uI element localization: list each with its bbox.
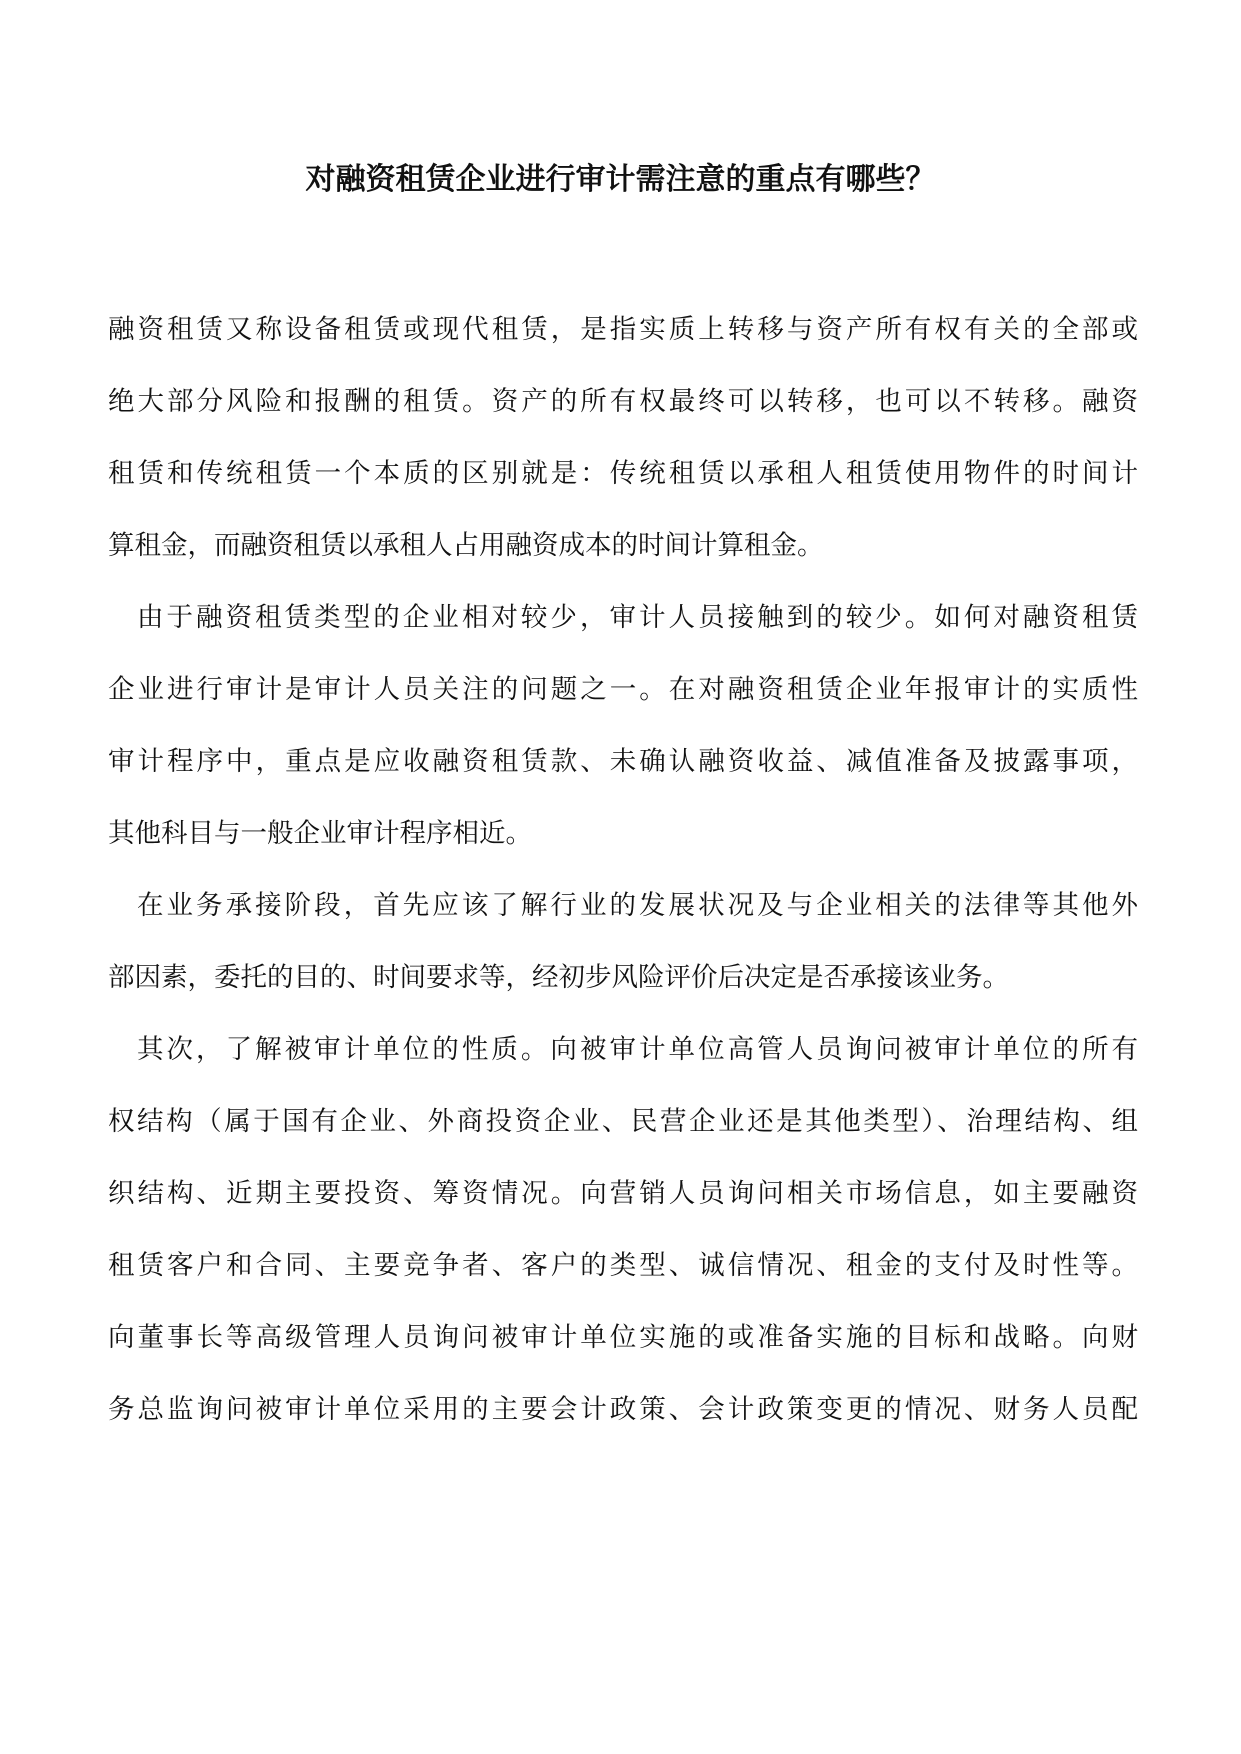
paragraph-4-line-6: 务总监询问被审计单位采用的主要会计政策、会计政策变更的情况、财务人员配 bbox=[108, 1394, 1138, 1425]
paragraph-4-line-4: 租赁客户和合同、主要竞争者、客户的类型、诚信情况、租金的支付及时性等。 bbox=[108, 1250, 1138, 1281]
document-title: 对融资租赁企业进行审计需注意的重点有哪些？ bbox=[305, 162, 936, 197]
paragraph-3-line-1: 在业务承接阶段，首先应该了解行业的发展状况及与企业相关的法律等其他外 bbox=[137, 890, 1138, 921]
paragraph-1-line-2: 绝大部分风险和报酬的租赁。资产的所有权最终可以转移，也可以不转移。融资 bbox=[108, 386, 1138, 417]
paragraph-3-line-2: 部因素，委托的目的、时间要求等，经初步风险评价后决定是否承接该业务。 bbox=[108, 962, 1009, 993]
paragraph-1-line-4: 算租金，而融资租赁以承租人占用融资成本的时间计算租金。 bbox=[108, 530, 824, 561]
paragraph-2-line-4: 其他科目与一般企业审计程序相近。 bbox=[108, 818, 532, 849]
paragraph-2-line-3: 审计程序中，重点是应收融资租赁款、未确认融资收益、减值准备及披露事项， bbox=[108, 746, 1138, 777]
paragraph-2-line-2: 企业进行审计是审计人员关注的问题之一。在对融资租赁企业年报审计的实质性 bbox=[108, 674, 1138, 705]
paragraph-2-line-1: 由于融资租赁类型的企业相对较少，审计人员接触到的较少。如何对融资租赁 bbox=[137, 602, 1138, 633]
paragraph-1-line-3: 租赁和传统租赁一个本质的区别就是：传统租赁以承租人租赁使用物件的时间计 bbox=[108, 458, 1138, 489]
paragraph-4-line-3: 织结构、近期主要投资、筹资情况。向营销人员询问相关市场信息，如主要融资 bbox=[108, 1178, 1138, 1209]
paragraph-4-line-1: 其次，了解被审计单位的性质。向被审计单位高管人员询问被审计单位的所有 bbox=[137, 1034, 1138, 1065]
paragraph-4-line-2: 权结构（属于国有企业、外商投资企业、民营企业还是其他类型）、治理结构、组 bbox=[108, 1106, 1138, 1137]
paragraph-4-line-5: 向董事长等高级管理人员询问被审计单位实施的或准备实施的目标和战略。向财 bbox=[108, 1322, 1138, 1353]
paragraph-1-line-1: 融资租赁又称设备租赁或现代租赁，是指实质上转移与资产所有权有关的全部或 bbox=[108, 314, 1138, 345]
